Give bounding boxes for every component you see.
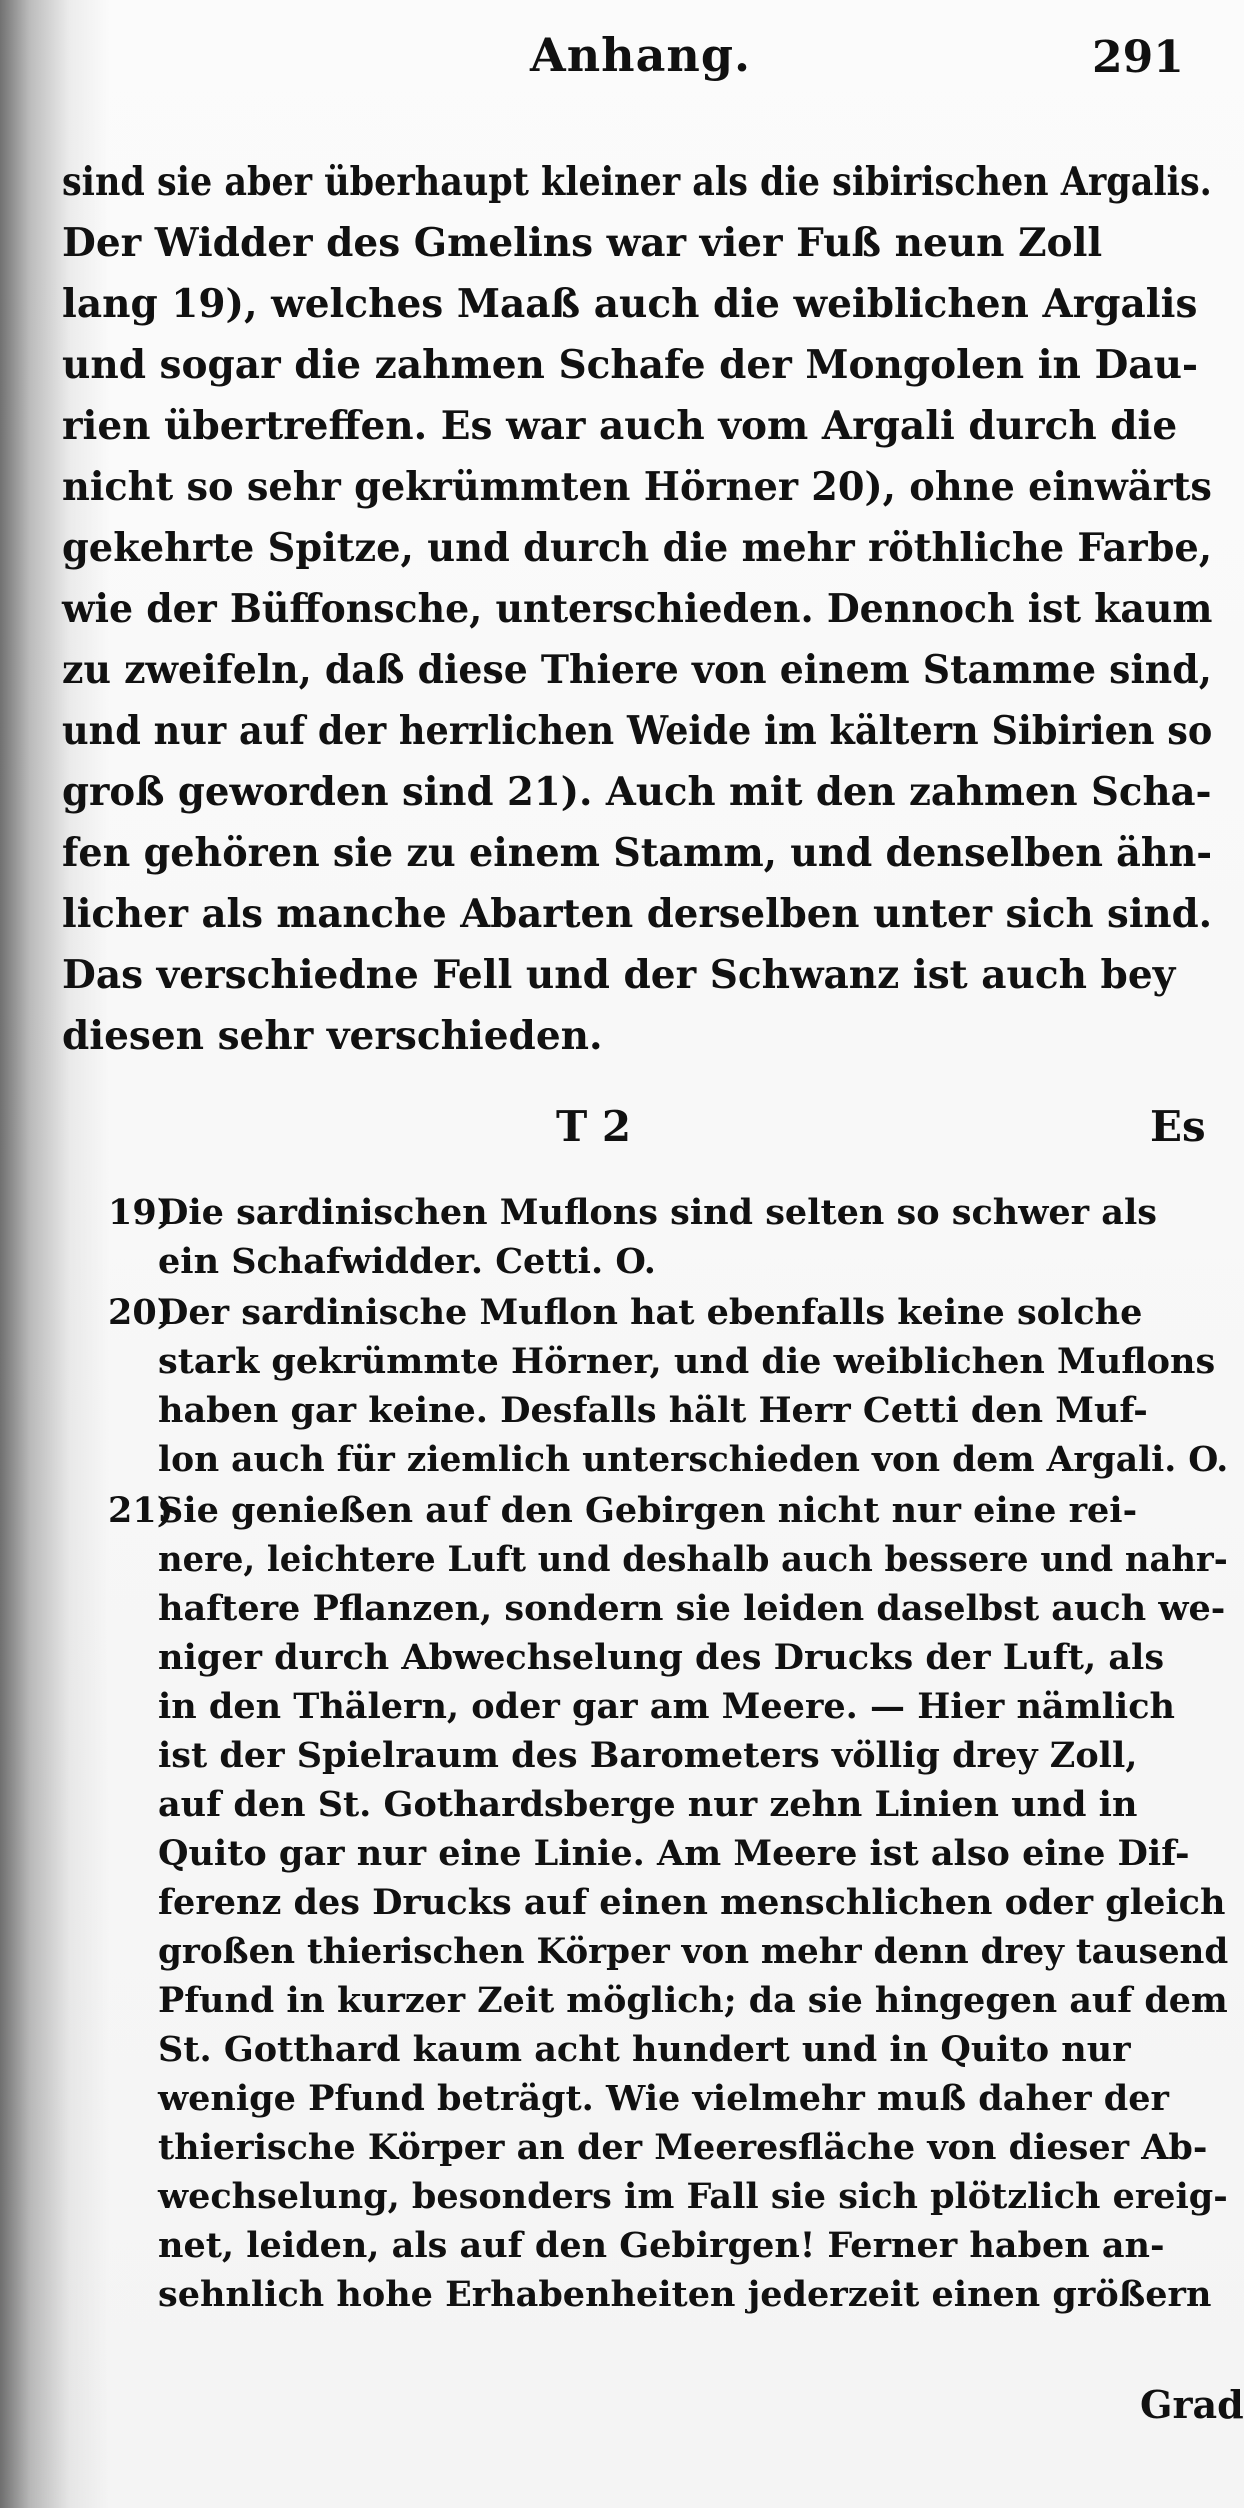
text-line: Der Widder des Gmelins war vier Fuß neun Zoll [62,220,1103,266]
text-line: sind sie aber überhaupt kleiner als die sibirischen Argalis. [62,159,1212,205]
footnote-line: Die sardinischen Muflons sind selten so schwer als [158,1192,1157,1233]
footnote-20 [108,1288,1228,1484]
footnote-line: wechselung, besonders im Fall sie sich plötzlich ereig- [158,2176,1228,2217]
page-header [0,28,1244,98]
text-line: gekehrte Spitze, und durch die mehr röthliche Farbe, [62,525,1213,571]
text-line: wie der Büffonsche, unterschieden. Dennoch ist kaum [62,586,1213,632]
footnote-line: Quito gar nur eine Linie. Am Meere ist also eine Dif- [158,1833,1190,1874]
footnote-line: großen thierischen Körper von mehr denn drey tausend [158,1931,1229,1972]
footnote-marker: 19) [108,1192,174,1233]
text-line: nicht so sehr gekrümmten Hörner 20), ohne einwärts [62,464,1212,510]
page-number: 291 [1092,32,1184,83]
text-line: licher als manche Abarten derselben unter sich sind. [62,891,1213,937]
text-line: und nur auf der herrlichen Weide im kältern Sibirien so [62,708,1213,754]
footnote-line: net, leiden, als auf den Gebirgen! Ferner haben an- [158,2225,1165,2266]
catchword: Es [1150,1102,1206,1151]
footnote-line: niger durch Abwechselung des Drucks der Luft, als [158,1637,1165,1678]
main-text [62,152,1222,1067]
footnote-line: haftere Pflanzen, sondern sie leiden daselbst auch we- [158,1588,1226,1629]
footnote-line: Sie genießen auf den Gebirgen nicht nur eine rei- [158,1490,1138,1531]
footnote-line: lon auch für ziemlich unterschieden von dem Argali. O. [158,1439,1229,1480]
footnote-19 [108,1188,1228,1286]
signature-mark: T 2 [556,1102,632,1151]
text-line: Das verschiedne Fell und der Schwanz ist auch bey [62,952,1176,998]
footnote-line: ferenz des Drucks auf einen menschlichen oder gleich [158,1882,1226,1923]
text-line: groß geworden sind 21). Auch mit den zahmen Scha- [62,769,1212,815]
text-line: lang 19), welches Maaß auch die weiblichen Argalis [62,281,1198,327]
footnote-line: thierische Körper an der Meeresfläche von dieser Ab- [158,2127,1208,2168]
footnote-line: ist der Spielraum des Barometers völlig drey Zoll, [158,1735,1138,1776]
footnote-line: haben gar keine. Desfalls hält Herr Cetti den Muf- [158,1390,1148,1431]
footnote-line: ein Schafwidder. Cetti. O. [158,1241,656,1282]
footnote-line: stark gekrümmte Hörner, und die weiblichen Muflons [158,1341,1216,1382]
running-head: Anhang. [530,28,752,82]
footnote-line: nere, leichtere Luft und deshalb auch bessere und nahr- [158,1539,1228,1580]
footnote-line: sehnlich hohe Erhabenheiten jederzeit einen größern [158,2274,1212,2315]
footnote-marker: 21) [108,1490,174,1531]
text-line: rien übertreffen. Es war auch vom Argali durch die [62,403,1178,449]
text-line: fen gehören sie zu einem Stamm, und denselben ähn- [62,830,1213,876]
footnote-line: Pfund in kurzer Zeit möglich; da sie hingegen auf dem [158,1980,1228,2021]
footnote-marker: 20) [108,1292,174,1333]
footnote-line: St. Gotthard kaum acht hundert und in Quito nur [158,2029,1131,2070]
footnote-line: auf den St. Gothardsberge nur zehn Linien und in [158,1784,1138,1825]
footer-catchword: Grad [1140,2382,1244,2427]
footnote-line: wenige Pfund beträgt. Wie vielmehr muß daher der [158,2078,1169,2119]
footnote-21 [108,1486,1228,2319]
text-line: und sogar die zahmen Schafe der Mongolen in Dau- [62,342,1199,388]
text-line: zu zweifeln, daß diese Thiere von einem Stamme sind, [62,647,1212,693]
footnotes [108,1188,1228,2319]
footnote-line: in den Thälern, oder gar am Meere. — Hier nämlich [158,1686,1175,1727]
footnote-line: Der sardinische Muflon hat ebenfalls keine solche [158,1292,1143,1333]
text-line: diesen sehr verschieden. [62,1013,603,1059]
signature-row [0,1102,1244,1162]
